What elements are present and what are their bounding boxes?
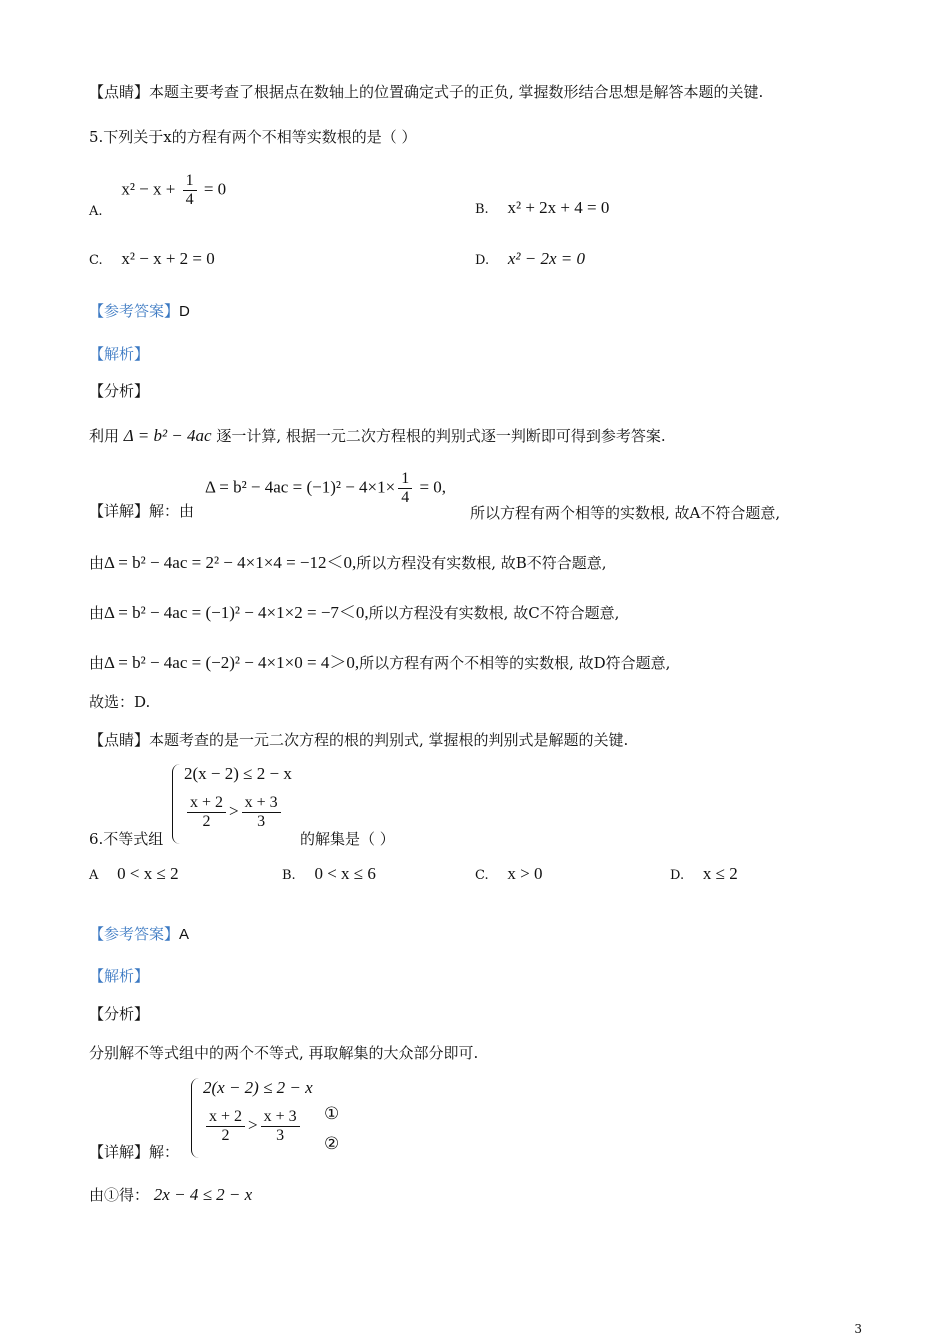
q5-option-d-text: x² − 2x = 0 (507, 249, 586, 268)
q5-case-d-text: 所以方程有两个不相等的实数根, 故D符合题意, (359, 654, 671, 672)
q6-system-row2 (184, 794, 284, 831)
q5-case-b (89, 552, 607, 574)
q6-row2-left-fraction (187, 794, 226, 831)
q6-detail-left-num: x + 2 (206, 1108, 245, 1127)
q5-option-c-label: C. (89, 253, 103, 268)
q6-option-d-label: D. (670, 868, 685, 883)
q5-fenxi: 【分析】 (89, 382, 150, 400)
q6-detail-left-fraction (206, 1108, 245, 1145)
q5-option-b (475, 198, 609, 218)
q6-fenxi: 【分析】 (89, 1005, 150, 1023)
q5-option-a-label: A. (89, 203, 103, 219)
q6-detail-op: > (248, 1115, 258, 1135)
q5-option-a-post: = 0 (199, 179, 227, 199)
top-dianjing-note: 【点睛】本题主要考查了根据点在数轴上的位置确定式子的正负, 掌握数形结合思想是解答本题的关键. (89, 83, 764, 101)
q5-option-c (89, 249, 215, 269)
q5-case-c-math: Δ = b² − 4ac = (−1)² − 4×1×2 = −7＜0, (104, 603, 369, 622)
q5-case-c (89, 602, 619, 624)
q5-detail-num: 1 (398, 470, 412, 489)
q5-detail-text: 所以方程有两个相等的实数根, 故A不符合题意, (470, 504, 781, 522)
q5-detail-math (205, 470, 446, 507)
q6-option-d-text: x ≤ 2 (702, 864, 738, 883)
q6-detail-right-num: x + 3 (261, 1108, 300, 1127)
q6-option-b-label: B. (282, 868, 296, 883)
q6-row2-right-num: x + 3 (242, 794, 281, 813)
q5-analysis-math: Δ = b² − 4ac (123, 426, 212, 445)
q6-system-brace (172, 764, 183, 844)
q6-detail-system (191, 1078, 321, 1158)
q5-detail-den: 4 (401, 489, 410, 506)
q6-row2-left-num: x + 2 (187, 794, 226, 813)
q6-option-d (670, 864, 738, 884)
q6-option-b-text: 0 < x ≤ 6 (314, 864, 376, 883)
q6-stem-post: 的解集是（ ） (300, 830, 395, 848)
q5-detail-label: 【详解】解：由 (89, 502, 195, 520)
q6-option-c-label: C. (475, 868, 489, 883)
q5-answer-label: 【参考答案】 (89, 302, 180, 320)
q6-stem-pre: 6.不等式组 (89, 830, 164, 848)
q6-jiexi: 【解析】 (89, 967, 150, 985)
q5-analysis (89, 425, 666, 447)
q5-analysis-pre: 利用 (89, 427, 120, 445)
q5-analysis-post: 逐一计算, 根据一元二次方程根的判别式逐一判断即可得到参考答案. (216, 427, 666, 445)
q5-conclusion: 故选：D. (89, 693, 151, 711)
q6-answer (89, 923, 189, 946)
page-number: 3 (854, 1322, 862, 1336)
q6-detail-left-den: 2 (221, 1127, 230, 1144)
q5-detail-fraction (398, 470, 412, 507)
q5-stem: 5.下列关于x的方程有两个不相等实数根的是（ ） (89, 128, 417, 146)
q6-detail-row2 (203, 1108, 303, 1145)
q5-option-d (475, 249, 585, 269)
q6-step1-pre: 由①得： (89, 1186, 150, 1204)
q6-mark-1: ① (324, 1104, 340, 1123)
q6-step1-math: 2x − 4 ≤ 2 − x (153, 1185, 253, 1204)
q5-case-d (89, 652, 670, 674)
q6-option-c (475, 864, 543, 884)
q5-option-b-label: B. (475, 202, 489, 217)
q5-jiexi: 【解析】 (89, 345, 150, 363)
q5-option-d-label: D. (475, 253, 490, 268)
q5-option-a-fraction (183, 172, 197, 209)
q6-detail-system-brace (191, 1078, 202, 1158)
q6-row2-op: > (229, 801, 239, 821)
q6-answer-value: A (179, 926, 190, 943)
q6-detail-row1: 2(x − 2) ≤ 2 − x (203, 1078, 313, 1097)
q6-option-c-text: x > 0 (507, 864, 543, 883)
q5-case-b-pre: 由 (89, 554, 105, 572)
q6-step1 (89, 1184, 252, 1206)
q5-case-d-pre: 由 (89, 654, 105, 672)
q6-row2-right-den: 3 (257, 813, 266, 830)
q5-option-c-text: x² − x + 2 = 0 (121, 249, 215, 268)
q6-detail-right-fraction (261, 1108, 300, 1145)
q5-case-d-math: Δ = b² − 4ac = (−2)² − 4×1×0 = 4＞0, (104, 653, 360, 672)
q6-analysis: 分别解不等式组中的两个不等式, 再取解集的大众部分即可. (89, 1044, 479, 1062)
q6-option-a (89, 864, 179, 884)
q6-system-row1: 2(x − 2) ≤ 2 − x (184, 764, 292, 783)
q5-dianjing: 【点睛】本题考查的是一元二次方程的根的判别式, 掌握根的判别式是解题的关键. (89, 731, 629, 749)
q5-option-b-text: x² + 2x + 4 = 0 (507, 198, 610, 217)
q5-answer (89, 300, 190, 323)
q6-row2-left-den: 2 (202, 813, 211, 830)
q6-row2-right-fraction (242, 794, 281, 831)
q6-option-a-label: A (89, 868, 99, 883)
q5-case-c-text: 所以方程没有实数根, 故C不符合题意, (368, 604, 620, 622)
q5-case-b-math: Δ = b² − 4ac = 2² − 4×1×4 = −12＜0, (104, 553, 357, 572)
q6-detail-right-den: 3 (276, 1127, 285, 1144)
q6-mark-2: ② (324, 1134, 340, 1153)
q5-case-c-pre: 由 (89, 604, 105, 622)
q5-option-a-pre: x² − x + (121, 179, 180, 199)
q5-answer-value: D (179, 303, 190, 320)
q6-detail-label: 【详解】解： (89, 1143, 180, 1161)
q6-option-b (282, 864, 376, 884)
q5-case-b-text: 所以方程没有实数根, 故B不符合题意, (356, 554, 607, 572)
q6-option-a-text: 0 < x ≤ 2 (117, 864, 179, 883)
q5-detail-math-post: = 0, (415, 477, 447, 497)
q5-detail-math-pre: Δ = b² − 4ac = (−1)² − 4×1× (205, 477, 396, 497)
q6-answer-label: 【参考答案】 (89, 925, 180, 943)
q5-option-a-num: 1 (183, 172, 197, 191)
q5-option-a-den: 4 (185, 191, 194, 208)
q5-option-a (89, 172, 227, 219)
